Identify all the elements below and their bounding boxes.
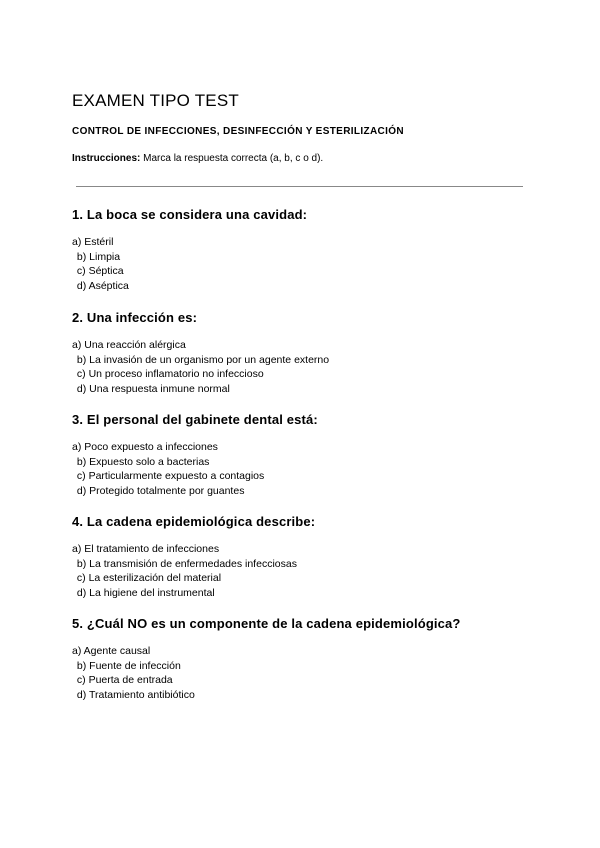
options-list bbox=[72, 644, 528, 702]
question-text: 2. Una infección es: bbox=[72, 310, 198, 325]
option-b: b) La invasión de un organismo por un agente externo bbox=[74, 353, 330, 366]
option-d: d) La higiene del instrumental bbox=[74, 586, 215, 599]
option-a: a) Estéril bbox=[72, 236, 114, 248]
option-b: b) Fuente de infección bbox=[74, 659, 181, 672]
option-a: a) Agente causal bbox=[72, 645, 151, 657]
options-list bbox=[72, 338, 528, 396]
instructions bbox=[72, 152, 323, 165]
options-list bbox=[72, 440, 528, 498]
exam-title: EXAMEN TIPO TEST bbox=[72, 91, 239, 110]
question-text: 3. El personal del gabinete dental está: bbox=[72, 412, 318, 427]
option-a: a) El tratamiento de infecciones bbox=[72, 543, 220, 555]
question-2 bbox=[72, 310, 528, 396]
exam-subtitle: CONTROL DE INFECCIONES, DESINFECCIÓN Y ESTERILIZACIÓN bbox=[72, 126, 404, 137]
option-a: a) Poco expuesto a infecciones bbox=[72, 441, 218, 453]
question-text: 4. La cadena epidemiológica describe: bbox=[72, 514, 316, 529]
exam-page bbox=[72, 0, 528, 848]
question-1 bbox=[72, 207, 528, 293]
option-b: b) Limpia bbox=[74, 250, 121, 263]
option-c: c) La esterilización del material bbox=[74, 572, 222, 585]
instructions-text: Marca la respuesta correcta (a, b, c o d). bbox=[140, 153, 324, 164]
option-d: d) Tratamiento antibiótico bbox=[74, 688, 195, 701]
option-c: c) Puerta de entrada bbox=[74, 674, 173, 687]
option-d: d) Protegido totalmente por guantes bbox=[74, 484, 245, 497]
option-c: c) Séptica bbox=[74, 265, 124, 278]
question-5 bbox=[72, 616, 528, 702]
option-c: c) Particularmente expuesto a contagios bbox=[74, 470, 265, 483]
options-list bbox=[72, 542, 528, 600]
option-d: d) Aséptica bbox=[74, 279, 129, 292]
option-b: b) Expuesto solo a bacterias bbox=[74, 455, 210, 468]
question-4 bbox=[72, 514, 528, 600]
question-text: 5. ¿Cuál NO es un componente de la cadena epidemiológica? bbox=[72, 616, 461, 631]
divider bbox=[76, 186, 523, 187]
option-b: b) La transmisión de enfermedades infecciosas bbox=[74, 557, 297, 570]
question-3 bbox=[72, 412, 528, 498]
options-list bbox=[72, 235, 528, 293]
question-text: 1. La boca se considera una cavidad: bbox=[72, 207, 308, 222]
option-d: d) Una respuesta inmune normal bbox=[74, 382, 230, 395]
instructions-label: Instrucciones: bbox=[72, 153, 141, 164]
option-c: c) Un proceso inflamatorio no infeccioso bbox=[74, 368, 264, 381]
option-a: a) Una reacción alérgica bbox=[72, 339, 186, 351]
